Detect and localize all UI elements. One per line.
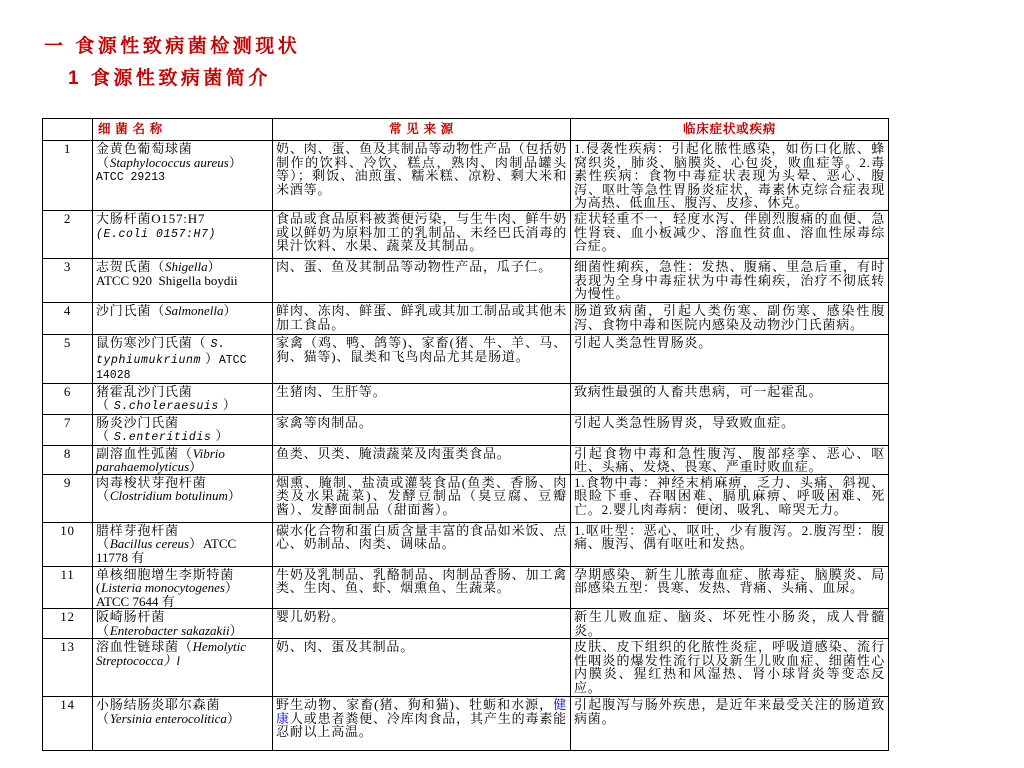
bracket: （ [151,303,166,318]
bacteria-name-cell [93,639,273,697]
row-number: 13 [43,639,93,697]
bracket: ） [189,536,203,551]
bracket: ） [189,459,203,474]
bacteria-name-chinese: 阪崎肠杆菌 [96,609,166,624]
bracket: （ [178,639,193,654]
bacteria-name-chinese: 肠炎沙门氏菌 [96,414,179,430]
symptom-cell: 肠道致病菌，引起人类伤寒、副伤寒、感染性腹泻、食物中毒和医院内感染及动物沙门氏菌病。 [571,303,889,335]
bracket: ）l [163,652,181,668]
bacteria-name-chinese: 大肠杆菌O157:H7 [96,211,206,226]
row-number: 6 [43,383,93,414]
bacteria-name-cell [93,211,273,259]
table-row [43,639,889,697]
strain-code: ATCC 920 Shigella boydii [96,272,238,288]
symptom-cell: 皮肤、皮下组织的化脓性炎症，呼吸道感染、流行性咽炎的爆发性流行以及新生儿败血症、细菌性心内膜炎、猩红热和风湿热、肾小球肾炎等变态反应。 [571,639,889,697]
symptom-cell: 1.食物中毒：神经末梢麻痹，乏力、头痛、斜视、眼睑下垂、吞咽困难、膈肌麻痹、呼吸困难、死亡。2.婴儿肉毒病：便闭、吸乳、啼哭无力。 [571,474,889,522]
table-row [43,609,889,639]
row-number: 2 [43,211,93,259]
bracket: ） [226,710,241,726]
bacteria-name-cell [93,609,273,639]
bracket: （ [192,335,211,350]
bacteria-name-chinese: 溶血性链球菌 [96,639,179,654]
symptom-cell: 症状轻重不一，轻度水泻、伴剧烈腹痛的血便、急性肾衰、血小板减少、溶血性贫血、溶血性尿毒综合症。 [571,211,889,259]
bracket: ） [211,428,230,443]
source-cell: 牛奶及乳制品、乳酪制品、肉制品香肠、加工禽类、生肉、鱼、虾、烟熏鱼、生蔬菜。 [273,566,571,609]
header-index [43,119,93,141]
symptom-cell: 引起人类急性胃肠炎。 [571,335,889,384]
source-cell: 生猪肉、生肝等。 [273,383,571,414]
bacteria-name-chinese: 单核细胞增生李斯特菌 [96,566,235,582]
table-row [43,522,889,566]
bracket: ） [201,350,219,366]
slide-title: 一 食源性致病菌检测现状 [44,36,301,57]
bracket: ） [229,622,244,638]
bracket: （ [151,259,166,274]
source-cell: 婴儿奶粉。 [273,609,571,639]
row-number: 5 [43,335,93,384]
bracket: （ [96,622,110,638]
table-row [43,383,889,414]
source-cell: 肉、蛋、鱼及其制品等动物性产品，瓜子仁。 [273,259,571,303]
bracket: ） [224,580,239,595]
header-bacteria-name: 细 菌 名 称 [93,119,273,141]
symptom-cell: 新生儿败血症、脑炎、坏死性小肠炎，成人骨髓炎。 [571,609,889,639]
bacteria-name-latin: Vibrio parahaemolyticus [96,445,225,474]
bacteria-name-cell [93,383,273,414]
bracket: ） [228,154,243,170]
source-cell: 家禽（鸡、鸭、鸽等)、家畜(猪、牛、羊、马、狗、猫等)、鼠类和飞鸟肉品尤其是肠道。 [273,335,571,384]
source-cell: 碳水化合物和蛋白质含量丰富的食品如米饭、点心、奶制品、肉类、调味品。 [273,522,571,566]
bacteria-name-latin: Shigella [165,259,208,274]
table-row [43,335,889,384]
table-row [43,303,889,335]
row-number: 7 [43,414,93,445]
source-cell: 奶、肉、蛋、鱼及其制品等动物性产品（包括奶制作的饮料、冷饮、糕点，熟肉、肉制品罐头等）；剩饭、油煎蛋、糯米糕、凉粉、剩大米和米酒等。 [273,141,571,211]
header-clinical-symptoms: 临床症状或疾病 [571,119,889,141]
pathogen-table [42,118,889,751]
symptom-cell: 致病性最强的人畜共患病，可一起霍乱。 [571,383,889,414]
table-row [43,141,889,211]
bacteria-name-chinese: 腊样芽孢杆菌 [96,522,179,538]
bacteria-name-cell [93,445,273,474]
bacteria-name-latin: Hemolytic Streptococca [96,639,247,668]
table-row [43,259,889,303]
symptom-cell: 孕期感染、新生儿脓毒血症、脓毒症、脑膜炎、局部感染五型：畏寒、发热、背痛、头痛、血尿。 [571,566,889,609]
table-row [43,211,889,259]
slide-subtitle: 1 食源性致病菌简介 [68,68,271,89]
table-row [43,697,889,751]
bacteria-name-latin: S.enteritidis [113,431,212,444]
bacteria-name-chinese: 副溶血性弧菌 [96,445,179,461]
source-cell: 奶、肉、蛋及其制品。 [273,639,571,697]
row-number: 1 [43,141,93,211]
bracket: （ [96,536,110,551]
health-link[interactable]: 健康 [276,697,567,726]
symptom-cell: 引起人类急性肠胃炎，导致败血症。 [571,414,889,445]
bracket: ） [218,397,237,412]
symptom-cell: 引起腹泻与肠外疾患，是近年来最受关注的肠道致病菌。 [571,697,889,751]
symptom-cell: 1.呕吐型：恶心、呕吐、少有腹泻。2.腹泻型：腹痛、腹泻、偶有呕吐和发热。 [571,522,889,566]
row-number: 8 [43,445,93,474]
bracket: （ [96,488,110,503]
row-number: 14 [43,697,93,751]
symptom-cell: 1.侵袭性疾病：引起化脓性感染，如伤口化脓、蜂窝织炎，肺炎、脑膜炎、心包炎，败血症等。2.毒素性疾病：食物中毒症状表现为头晕、恶心、腹泻、呕吐等急性胃肠炎症状，毒素休克综合症表现为高热、低血压、腹泻、皮疹、休克。 [571,141,889,211]
bacteria-name-latin: S.choleraesuis [113,400,219,413]
strain-code: ATCC 14028 [96,353,247,382]
strain-code: ATCC 11778 有 [96,536,240,565]
bacteria-name-latin: Clostridium botulinum [109,488,228,503]
bacteria-name-latin: Bacillus cereus [109,536,190,551]
bacteria-name-chinese: 小肠结肠炎耶尔森菌 [96,697,221,712]
source-cell: 食品或食品原料被粪便污染，与生牛肉、鲜牛奶或以鲜奶为原料加工的乳制品、未经巴氏消毒的果汁饮料、水果、蔬菜及其制品。 [273,211,571,259]
bracket: （ [96,397,114,412]
table-row [43,414,889,445]
table-row [43,474,889,522]
source-text: 野生动物、家畜(猪、狗和猫)、牡蛎和水源， [276,697,554,712]
bracket: （ [96,710,110,726]
bracket: （ [178,445,193,461]
bacteria-name-chinese: 志贺氏菌 [96,259,152,274]
bacteria-name-cell [93,141,273,211]
bracket: ） [223,303,238,318]
row-number: 12 [43,609,93,639]
bacteria-name-chinese: 肉毒梭状芽孢杆菌 [96,474,207,490]
row-number: 3 [43,259,93,303]
bracket: ） [207,259,222,274]
bacteria-name-latin: Staphylococcus aureus [109,154,229,170]
bacteria-name-latin: Listeria monocytogenes [101,580,225,595]
bacteria-name-cell [93,474,273,522]
header-common-source: 常 见 来 源 [273,119,571,141]
row-number: 11 [43,566,93,609]
bacteria-name-latin: Yersinia enterocolitica [109,710,227,726]
source-cell [273,697,571,751]
bacteria-name-chinese: 沙门氏菌 [96,303,152,318]
bacteria-name-cell [93,697,273,751]
bacteria-name-cell [93,522,273,566]
bracket: ( [96,580,102,595]
source-cell: 鲜肉、冻肉、鲜蛋、鲜乳或其加工制品或其他未加工食品。 [273,303,571,335]
bacteria-name-cell [93,566,273,609]
bacteria-name-cell [93,335,273,384]
table-header-row [43,119,889,141]
symptom-cell: 引起食物中毒和急性腹泻、腹部痉挛、恶心、呕吐、头痛、发烧、畏寒、严重时败血症。 [571,445,889,474]
bacteria-name-latin: Salmonella [165,303,224,318]
bracket: （ [96,154,110,170]
table-row [43,445,889,474]
table-row [43,566,889,609]
source-cell: 烟熏、腌制、盐渍或灌装食品(鱼类、香肠、肉类及水果蔬菜)、发酵豆制品（臭豆腐、豆瓣酱）、发酵面制品（甜面酱）。 [273,474,571,522]
bacteria-name-cell [93,414,273,445]
bacteria-name-chinese: 金黄色葡萄球菌 [96,141,193,156]
bacteria-name-chinese: 猪霍乱沙门氏菌 [96,383,193,399]
row-number: 4 [43,303,93,335]
symptom-cell: 细菌性痢疾，急性：发热、腹痛、里急后重，有时表现为全身中毒症状为中毒性痢疾，治疗不彻底转为慢性。 [571,259,889,303]
bracket: ） [227,488,242,503]
source-text: 人或患者粪便、冷库肉食品，其产生的毒素能忍耐以上高温。 [276,710,567,739]
bacteria-name-chinese: 鼠伤寒沙门氏菌 [96,335,193,350]
bacteria-name-latin: S. typhiumukriunm [96,338,226,367]
bacteria-name-cell [93,259,273,303]
bacteria-name-latin: (E.coli 0157:H7) [96,227,217,241]
bacteria-name-latin: Enterobacter sakazakii [109,622,230,638]
source-cell: 鱼类、贝类、腌渍蔬菜及肉蛋类食品。 [273,445,571,474]
bracket: （ [96,428,114,443]
row-number: 9 [43,474,93,522]
bacteria-name-cell [93,303,273,335]
row-number: 10 [43,522,93,566]
strain-code: ATCC 29213 [96,171,166,184]
source-cell: 家禽等肉制品。 [273,414,571,445]
strain-code: ATCC 7644 有 [96,593,175,609]
